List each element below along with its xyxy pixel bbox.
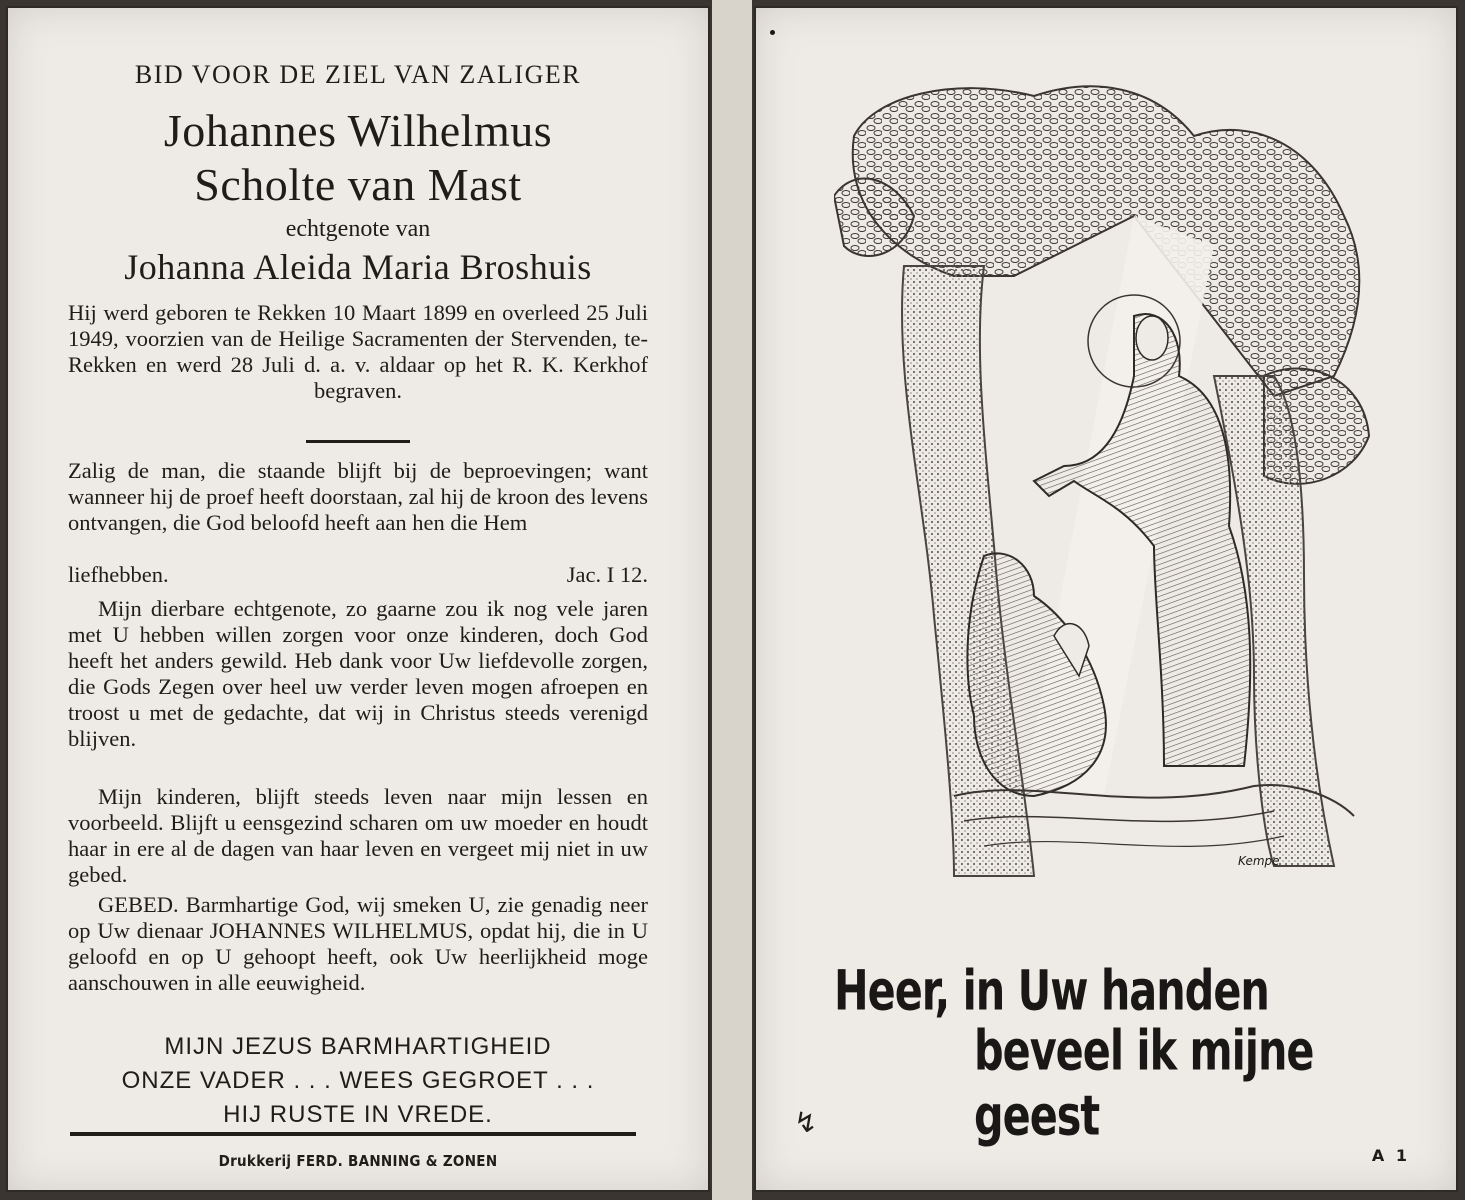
bible-verse: Zalig de man, die staande blijft bij de beproevingen; want wanneer hij de proef heeft doorstaan, zal hij de kroon des levens ontvangen, die God beloofd heeft aan hen die Hem [68, 458, 648, 535]
biography-text: Hij werd geboren te Rekken 10 Maart 1899 en overleed 25 Juli 1949, voorzien van de Heilige Sacramenten der Stervenden, te-Rekken en werd 28 Juli d. a. v. aldaar op het R. K. Kerkhof begraven. [68, 300, 648, 403]
verse-reference: Jac. I 12. [566, 562, 648, 587]
caption-line-1: Heer, in Uw handen [834, 958, 1269, 1023]
memorial-card-text-side [6, 6, 710, 1192]
card-heading: BID VOOR DE ZIEL VAN ZALIGER [134, 60, 582, 89]
paragraph-to-spouse: Mijn dierbare echtgenote, zo gaarne zou ik nog vele jaren met U hebben willen zorgen voor onze kinderen, doch God heeft het anders gewild. Heb dank voor Uw liefdevolle zorgen, die Gods Zegen over heel uw verder leven mogen afroepen en troost u met de gedachte, dat wij in Christus steeds verenigd blijven. [68, 596, 648, 751]
prayer-line-3: HIJ RUSTE IN VREDE. [223, 1101, 493, 1128]
card-gutter [712, 0, 752, 1200]
paragraph-prayer: GEBED. Barmhartige God, wij smeken U, zie genadig neer op Uw dienaar JOHANNES WILHELMUS, opdat hij, die in U geloofd en op U gehoopt heeft, ook Uw heerlijkheid moge aanschouwen in alle eeuwigheid. [68, 892, 648, 995]
divider-bottom [70, 1132, 636, 1136]
corner-mark-icon: ↯ [794, 1106, 818, 1139]
speck [770, 30, 775, 35]
divider-short [306, 440, 410, 443]
printer-credit: Drukkerij FERD. BANNING & ZONEN [218, 1152, 498, 1170]
christ-illustration [834, 76, 1374, 896]
memorial-card-image-side [754, 6, 1458, 1192]
artist-signature: Kempe [1238, 854, 1280, 868]
verse-last-word: liefhebben. [68, 562, 169, 587]
closing-prayers [68, 1030, 648, 1132]
deceased-name-line2: Scholte van Mast [194, 159, 522, 210]
deceased-name-line1: Johannes Wilhelmus [163, 105, 553, 156]
caption-line-2: beveel ik mijne geest [974, 1018, 1314, 1148]
prayer-line-1: MIJN JEZUS BARMHARTIGHEID [164, 1033, 552, 1060]
prayer-line-2: ONZE VADER . . . WEES GEGROET . . . [121, 1067, 595, 1094]
spouse-intro: echtgenote van [285, 216, 431, 242]
card-code: A 1 [1371, 1146, 1410, 1165]
spouse-name: Johanna Aleida Maria Broshuis [124, 247, 592, 287]
paragraph-to-children: Mijn kinderen, blijft steeds leven naar mijn lessen en voorbeeld. Blijft u eensgezind scharen om uw moeder en houdt haar in ere al de dagen van haar leven en vergeet mij niet in uw gebed. [68, 784, 648, 887]
